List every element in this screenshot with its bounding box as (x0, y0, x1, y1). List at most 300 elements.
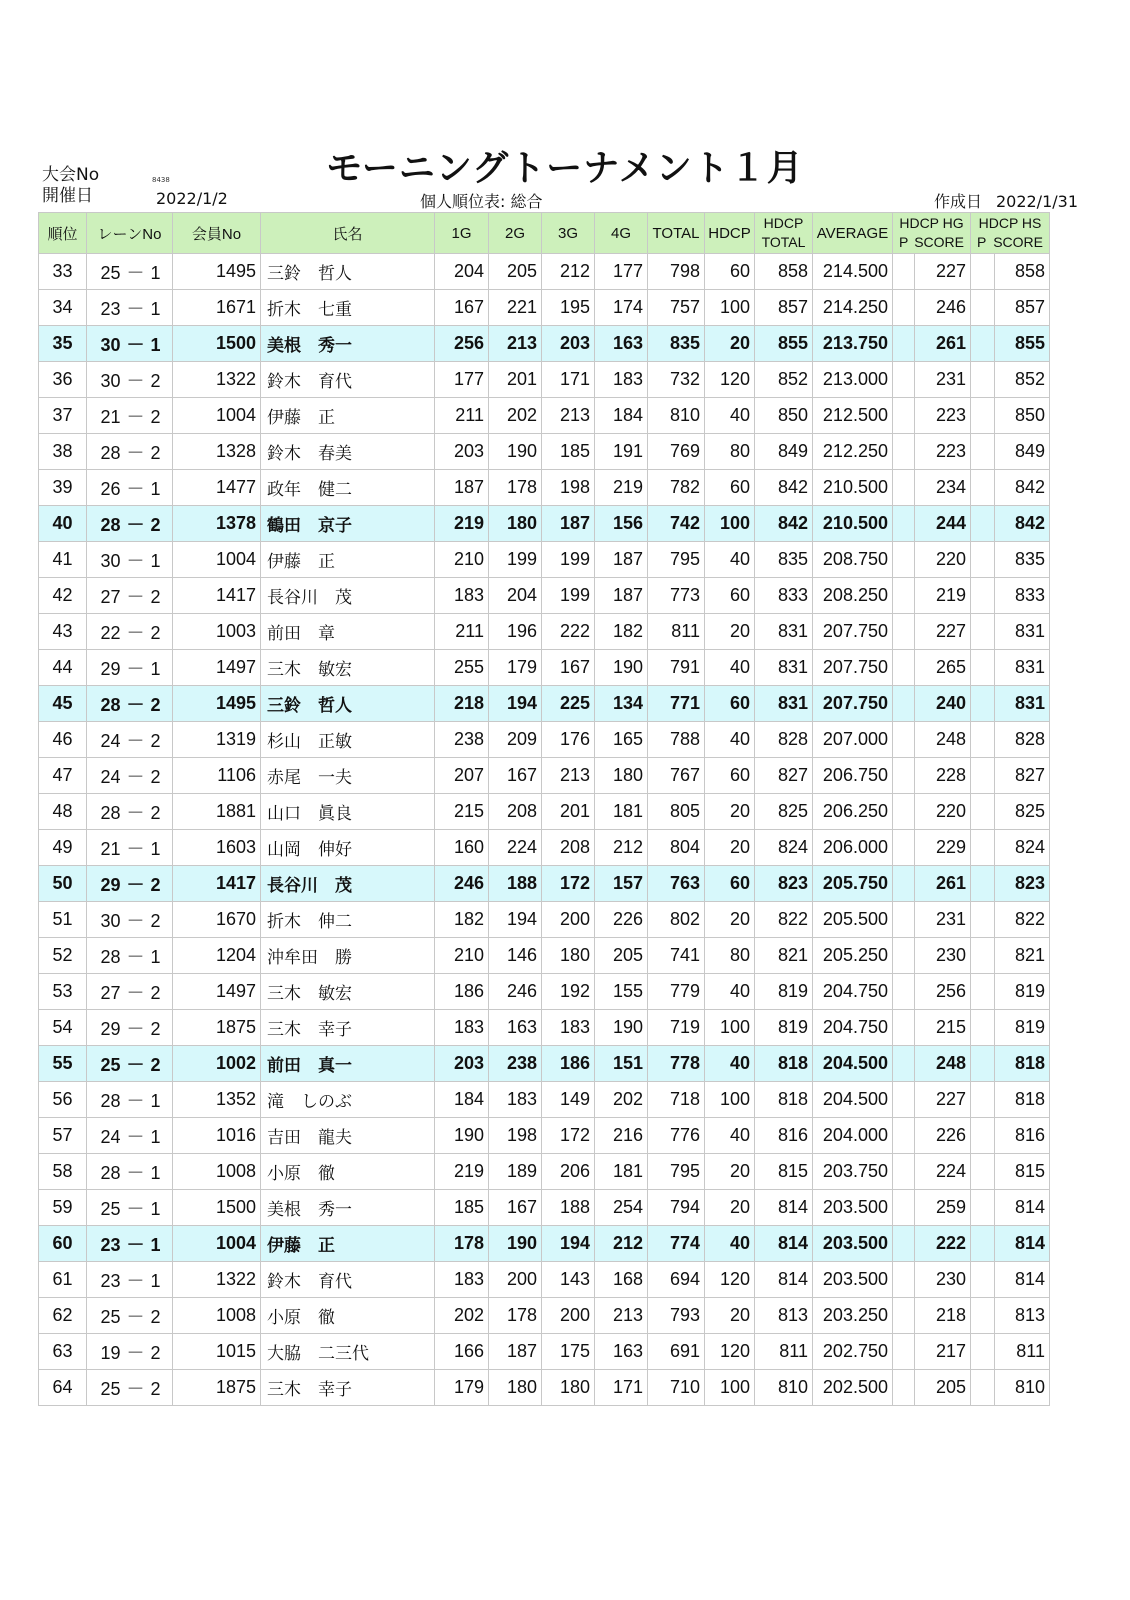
cell-member: 1016 (173, 1118, 261, 1154)
cell-g3: 194 (542, 1226, 595, 1262)
cell-lane (87, 1370, 173, 1406)
cell-g1: 177 (435, 362, 489, 398)
lane-part: － (126, 334, 145, 355)
lane-part: 30 (100, 370, 121, 391)
cell-hg-score: 248 (915, 722, 971, 758)
col-hdcp-hs-line1: HDCP HS (978, 215, 1042, 231)
cell-rank: 40 (39, 506, 87, 542)
cell-hdcp: 80 (705, 434, 755, 470)
cell-g3: 201 (542, 794, 595, 830)
cell-name: 美根 秀一 (261, 1190, 435, 1226)
cell-lane (87, 758, 173, 794)
cell-hs-p (971, 1334, 995, 1370)
cell-hg-score: 240 (915, 686, 971, 722)
cell-name: 吉田 龍夫 (261, 1118, 435, 1154)
cell-g4: 219 (595, 470, 648, 506)
lane-part: － (126, 298, 145, 319)
table-row (39, 902, 1050, 938)
table-row (39, 326, 1050, 362)
cell-hs-p (971, 830, 995, 866)
cell-hg-score: 205 (915, 1370, 971, 1406)
cell-g2: 200 (489, 1262, 542, 1298)
cell-total: 710 (648, 1370, 705, 1406)
cell-total: 778 (648, 1046, 705, 1082)
cell-member: 1881 (173, 794, 261, 830)
cell-hg-score: 217 (915, 1334, 971, 1370)
cell-hg-p (893, 254, 915, 290)
cell-average: 203.500 (813, 1226, 893, 1262)
lane-part: 2 (150, 874, 161, 895)
cell-hg-p (893, 1334, 915, 1370)
cell-lane (87, 1154, 173, 1190)
cell-lane (87, 470, 173, 506)
lane-part: 2 (150, 730, 161, 751)
cell-g4: 163 (595, 1334, 648, 1370)
cell-hg-p (893, 1010, 915, 1046)
cell-lane (87, 686, 173, 722)
col-member: 会員No (173, 213, 261, 254)
lane-part: － (126, 1306, 145, 1327)
cell-hg-p (893, 830, 915, 866)
lane-part: － (126, 766, 145, 787)
cell-hg-p (893, 1154, 915, 1190)
cell-g4: 155 (595, 974, 648, 1010)
cell-g2: 183 (489, 1082, 542, 1118)
cell-name: 三鈴 哲人 (261, 686, 435, 722)
table-row (39, 470, 1050, 506)
cell-g1: 185 (435, 1190, 489, 1226)
cell-name: 杉山 正敏 (261, 722, 435, 758)
cell-average: 210.500 (813, 506, 893, 542)
cell-member: 1322 (173, 362, 261, 398)
cell-hs-score: 857 (995, 290, 1050, 326)
cell-hs-p (971, 938, 995, 974)
cell-hdcp-total: 831 (755, 686, 813, 722)
lane-part: 2 (150, 406, 161, 427)
cell-total: 741 (648, 938, 705, 974)
cell-hdcp: 100 (705, 1082, 755, 1118)
lane-part: 25 (100, 1054, 121, 1075)
lane-part: 2 (150, 1378, 161, 1399)
cell-total: 798 (648, 254, 705, 290)
cell-hdcp: 20 (705, 326, 755, 362)
cell-hdcp: 120 (705, 1262, 755, 1298)
lane-part: － (126, 694, 145, 715)
cell-hg-p (893, 326, 915, 362)
cell-average: 214.250 (813, 290, 893, 326)
cell-hs-p (971, 1082, 995, 1118)
col-total: TOTAL (648, 213, 705, 254)
cell-hs-score: 819 (995, 974, 1050, 1010)
lane-part: 25 (100, 1378, 121, 1399)
cell-average: 208.750 (813, 542, 893, 578)
lane-part: 21 (100, 838, 121, 859)
col-hs-score: SCORE (993, 234, 1043, 250)
cell-g2: 190 (489, 1226, 542, 1262)
cell-g2: 178 (489, 470, 542, 506)
cell-rank: 46 (39, 722, 87, 758)
cell-lane (87, 1082, 173, 1118)
cell-rank: 42 (39, 578, 87, 614)
cell-total: 791 (648, 650, 705, 686)
cell-hg-p (893, 398, 915, 434)
cell-hs-score: 842 (995, 506, 1050, 542)
lane-part: － (126, 730, 145, 751)
cell-g2: 167 (489, 1190, 542, 1226)
cell-rank: 58 (39, 1154, 87, 1190)
cell-lane (87, 542, 173, 578)
cell-g4: 191 (595, 434, 648, 470)
cell-average: 204.750 (813, 1010, 893, 1046)
cell-name: 赤尾 一夫 (261, 758, 435, 794)
cell-name: 三木 幸子 (261, 1370, 435, 1406)
table-row (39, 974, 1050, 1010)
lane-part: 25 (100, 1306, 121, 1327)
cell-member: 1004 (173, 398, 261, 434)
cell-hg-p (893, 1370, 915, 1406)
cell-hs-score: 855 (995, 326, 1050, 362)
cell-hdcp-total: 849 (755, 434, 813, 470)
cell-g4: 226 (595, 902, 648, 938)
cell-average: 207.750 (813, 686, 893, 722)
cell-g4: 187 (595, 578, 648, 614)
cell-g1: 203 (435, 1046, 489, 1082)
cell-hs-score: 813 (995, 1298, 1050, 1334)
cell-hg-score: 227 (915, 254, 971, 290)
cell-total: 776 (648, 1118, 705, 1154)
cell-member: 1497 (173, 650, 261, 686)
lane-part: 1 (150, 334, 161, 355)
col-g2: 2G (489, 213, 542, 254)
cell-hg-score: 229 (915, 830, 971, 866)
cell-g3: 225 (542, 686, 595, 722)
cell-hdcp-total: 821 (755, 938, 813, 974)
cell-hdcp-total: 831 (755, 650, 813, 686)
cell-g3: 206 (542, 1154, 595, 1190)
cell-hs-p (971, 506, 995, 542)
cell-hs-p (971, 542, 995, 578)
cell-g2: 189 (489, 1154, 542, 1190)
lane-part: 27 (100, 586, 121, 607)
lane-part: － (126, 370, 145, 391)
cell-average: 203.750 (813, 1154, 893, 1190)
col-hdcp-hg (893, 213, 971, 254)
cell-g3: 195 (542, 290, 595, 326)
cell-g1: 219 (435, 506, 489, 542)
cell-hdcp-total: 850 (755, 398, 813, 434)
cell-hg-p (893, 542, 915, 578)
cell-hs-score: 828 (995, 722, 1050, 758)
cell-member: 1671 (173, 290, 261, 326)
cell-hs-score: 842 (995, 470, 1050, 506)
cell-hdcp: 100 (705, 1010, 755, 1046)
cell-rank: 51 (39, 902, 87, 938)
cell-hdcp-total: 825 (755, 794, 813, 830)
cell-member: 1015 (173, 1334, 261, 1370)
cell-hdcp-total: 814 (755, 1190, 813, 1226)
cell-member: 1106 (173, 758, 261, 794)
table-row (39, 1154, 1050, 1190)
cell-g1: 160 (435, 830, 489, 866)
cell-hg-score: 256 (915, 974, 971, 1010)
lane-part: 28 (100, 514, 121, 535)
cell-average: 203.250 (813, 1298, 893, 1334)
cell-lane (87, 650, 173, 686)
cell-hg-score: 259 (915, 1190, 971, 1226)
cell-average: 206.250 (813, 794, 893, 830)
cell-total: 810 (648, 398, 705, 434)
lane-part: － (126, 586, 145, 607)
cell-g4: 182 (595, 614, 648, 650)
lane-part: 26 (100, 478, 121, 499)
cell-hg-score: 231 (915, 902, 971, 938)
cell-rank: 56 (39, 1082, 87, 1118)
lane-part: 28 (100, 946, 121, 967)
cell-hg-score: 244 (915, 506, 971, 542)
cell-hdcp-total: 816 (755, 1118, 813, 1154)
cell-g2: 246 (489, 974, 542, 1010)
cell-g2: 201 (489, 362, 542, 398)
lane-part: － (126, 406, 145, 427)
cell-name: 伊藤 正 (261, 1226, 435, 1262)
cell-hs-p (971, 614, 995, 650)
cell-g4: 180 (595, 758, 648, 794)
cell-hg-p (893, 1118, 915, 1154)
cell-hdcp-total: 818 (755, 1082, 813, 1118)
cell-hs-score: 824 (995, 830, 1050, 866)
cell-g2: 187 (489, 1334, 542, 1370)
cell-member: 1477 (173, 470, 261, 506)
cell-g2: 163 (489, 1010, 542, 1046)
cell-hs-p (971, 470, 995, 506)
cell-hs-score: 835 (995, 542, 1050, 578)
cell-hdcp-total: 819 (755, 974, 813, 1010)
cell-hg-score: 230 (915, 1262, 971, 1298)
col-lane: レーンNo (87, 213, 173, 254)
cell-hs-p (971, 398, 995, 434)
lane-part: － (126, 1198, 145, 1219)
cell-hs-score: 818 (995, 1082, 1050, 1118)
cell-g1: 238 (435, 722, 489, 758)
lane-part: 28 (100, 442, 121, 463)
cell-lane (87, 1118, 173, 1154)
cell-hs-score: 849 (995, 434, 1050, 470)
lane-part: 1 (150, 1162, 161, 1183)
cell-hdcp-total: 811 (755, 1334, 813, 1370)
cell-hs-score: 831 (995, 650, 1050, 686)
cell-hs-p (971, 902, 995, 938)
lane-part: 1 (150, 550, 161, 571)
col-hs-p: P (977, 234, 987, 250)
cell-hg-p (893, 686, 915, 722)
cell-rank: 36 (39, 362, 87, 398)
cell-g2: 205 (489, 254, 542, 290)
cell-g1: 186 (435, 974, 489, 1010)
cell-hg-score: 248 (915, 1046, 971, 1082)
cell-g4: 181 (595, 794, 648, 830)
cell-total: 794 (648, 1190, 705, 1226)
cell-g2: 213 (489, 326, 542, 362)
cell-g4: 156 (595, 506, 648, 542)
cell-g1: 211 (435, 398, 489, 434)
cell-average: 208.250 (813, 578, 893, 614)
table-row (39, 1370, 1050, 1406)
cell-g2: 188 (489, 866, 542, 902)
cell-name: 長谷川 茂 (261, 578, 435, 614)
lane-part: 1 (150, 1234, 161, 1255)
cell-hdcp-total: 810 (755, 1370, 813, 1406)
cell-average: 207.750 (813, 614, 893, 650)
cell-hdcp: 100 (705, 290, 755, 326)
table-row (39, 938, 1050, 974)
cell-g4: 163 (595, 326, 648, 362)
table-header-row (39, 213, 1050, 254)
cell-hdcp-total: 855 (755, 326, 813, 362)
cell-member: 1319 (173, 722, 261, 758)
cell-lane (87, 866, 173, 902)
cell-hg-score: 226 (915, 1118, 971, 1154)
cell-member: 1378 (173, 506, 261, 542)
cell-g1: 178 (435, 1226, 489, 1262)
cell-hg-score: 223 (915, 398, 971, 434)
cell-g4: 165 (595, 722, 648, 758)
cell-hdcp: 100 (705, 506, 755, 542)
cell-member: 1417 (173, 866, 261, 902)
cell-name: 前田 章 (261, 614, 435, 650)
cell-hg-p (893, 758, 915, 794)
cell-hs-p (971, 1190, 995, 1226)
cell-hg-score: 227 (915, 614, 971, 650)
cell-total: 771 (648, 686, 705, 722)
cell-total: 802 (648, 902, 705, 938)
table-row (39, 1298, 1050, 1334)
col-hg-score: SCORE (914, 234, 964, 250)
cell-g4: 187 (595, 542, 648, 578)
cell-g1: 255 (435, 650, 489, 686)
lane-part: 28 (100, 694, 121, 715)
cell-total: 795 (648, 1154, 705, 1190)
col-name: 氏名 (261, 213, 435, 254)
cell-g1: 183 (435, 1010, 489, 1046)
lane-part: － (126, 442, 145, 463)
cell-lane (87, 398, 173, 434)
cell-name: 伊藤 正 (261, 542, 435, 578)
cell-total: 694 (648, 1262, 705, 1298)
cell-hdcp: 20 (705, 1298, 755, 1334)
cell-average: 203.500 (813, 1190, 893, 1226)
cell-name: 三木 敏宏 (261, 650, 435, 686)
cell-average: 204.500 (813, 1046, 893, 1082)
cell-hs-p (971, 362, 995, 398)
cell-hs-score: 831 (995, 614, 1050, 650)
table-row (39, 686, 1050, 722)
cell-hdcp-total: 842 (755, 470, 813, 506)
cell-average: 213.000 (813, 362, 893, 398)
lane-part: 1 (150, 478, 161, 499)
cell-total: 767 (648, 758, 705, 794)
cell-g3: 192 (542, 974, 595, 1010)
cell-hs-score: 822 (995, 902, 1050, 938)
cell-hg-score: 223 (915, 434, 971, 470)
cell-member: 1495 (173, 254, 261, 290)
cell-hg-p (893, 470, 915, 506)
lane-part: － (126, 946, 145, 967)
cell-name: 鈴木 春美 (261, 434, 435, 470)
cell-g3: 180 (542, 938, 595, 974)
cell-g3: 186 (542, 1046, 595, 1082)
lane-part: 28 (100, 1090, 121, 1111)
cell-name: 山岡 伸好 (261, 830, 435, 866)
cell-g3: 180 (542, 1370, 595, 1406)
col-hdcp-hs (971, 213, 1050, 254)
cell-total: 788 (648, 722, 705, 758)
cell-lane (87, 722, 173, 758)
cell-g1: 202 (435, 1298, 489, 1334)
cell-hdcp: 40 (705, 1118, 755, 1154)
table-row (39, 1262, 1050, 1298)
cell-g1: 183 (435, 578, 489, 614)
cell-member: 1003 (173, 614, 261, 650)
cell-average: 210.500 (813, 470, 893, 506)
cell-hdcp: 20 (705, 794, 755, 830)
cell-lane (87, 794, 173, 830)
table-row (39, 290, 1050, 326)
cell-g2: 209 (489, 722, 542, 758)
cell-hs-p (971, 758, 995, 794)
cell-hg-score: 219 (915, 578, 971, 614)
cell-total: 811 (648, 614, 705, 650)
cell-hdcp: 40 (705, 398, 755, 434)
cell-g1: 219 (435, 1154, 489, 1190)
cell-lane (87, 434, 173, 470)
cell-hg-p (893, 1046, 915, 1082)
event-date-value: 2022/1/2 (156, 189, 228, 208)
lane-part: － (126, 622, 145, 643)
lane-part: 19 (100, 1342, 121, 1363)
cell-g4: 134 (595, 686, 648, 722)
cell-rank: 53 (39, 974, 87, 1010)
cell-rank: 64 (39, 1370, 87, 1406)
cell-g4: 254 (595, 1190, 648, 1226)
cell-hs-p (971, 578, 995, 614)
cell-average: 202.500 (813, 1370, 893, 1406)
cell-g4: 181 (595, 1154, 648, 1190)
cell-g2: 204 (489, 578, 542, 614)
cell-g3: 213 (542, 398, 595, 434)
cell-name: 鈴木 育代 (261, 1262, 435, 1298)
cell-hdcp: 40 (705, 650, 755, 686)
cell-g3: 199 (542, 542, 595, 578)
cell-name: 鈴木 育代 (261, 362, 435, 398)
cell-average: 203.500 (813, 1262, 893, 1298)
cell-lane (87, 1262, 173, 1298)
cell-hs-p (971, 290, 995, 326)
cell-name: 長谷川 茂 (261, 866, 435, 902)
cell-g3: 200 (542, 1298, 595, 1334)
cell-g2: 190 (489, 434, 542, 470)
cell-hs-p (971, 434, 995, 470)
cell-hs-score: 858 (995, 254, 1050, 290)
cell-hdcp: 60 (705, 758, 755, 794)
cell-total: 742 (648, 506, 705, 542)
lane-part: 1 (150, 1198, 161, 1219)
cell-member: 1004 (173, 542, 261, 578)
cell-g2: 146 (489, 938, 542, 974)
cell-hs-score: 810 (995, 1370, 1050, 1406)
cell-g2: 180 (489, 1370, 542, 1406)
cell-hg-p (893, 722, 915, 758)
cell-hg-p (893, 902, 915, 938)
